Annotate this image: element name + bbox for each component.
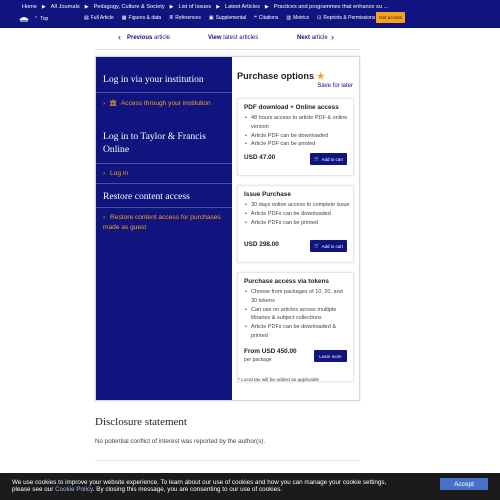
breadcrumb-all-journals[interactable]: All Journals	[50, 4, 80, 10]
breadcrumb-list-of-issues[interactable]: List of Issues	[178, 4, 212, 10]
option-features	[244, 288, 350, 341]
chevron-left-icon: ‹	[118, 32, 121, 42]
list-item: • Choose from packages of 10, 20, and 30 tokens	[244, 288, 350, 306]
tool-label: Full Article	[90, 15, 114, 21]
get-access-button[interactable]: Get access	[376, 12, 405, 23]
list-item: • Can use on articles across multiple libraries & subject collections	[244, 306, 350, 324]
chevron-up-icon: ⌃	[34, 16, 39, 22]
institution-building-icon: 🏛	[109, 100, 118, 107]
purchase-column	[232, 57, 359, 400]
option-features	[244, 201, 350, 227]
tool-citations[interactable]	[254, 15, 278, 21]
chevron-right-icon: ›	[103, 214, 106, 221]
tf-login-title: Log in to Taylor & Francis Online	[103, 131, 206, 155]
list-item: • Article PDFs can be downloaded	[244, 210, 350, 219]
login-column	[96, 57, 232, 400]
tandf-logo-icon[interactable]	[18, 13, 30, 23]
tool-label: Supplemental	[215, 15, 247, 21]
access-panel	[95, 56, 360, 401]
option-title: PDF download + Online access	[244, 104, 339, 111]
divider	[95, 49, 360, 50]
chevron-right-icon: ›	[103, 170, 106, 177]
top-navigation-bar	[0, 0, 500, 28]
button-label: Add to cart	[321, 156, 343, 162]
restore-access-label: Restore content access for purchases made as guest	[103, 214, 221, 231]
chevron-right-icon: ›	[331, 32, 334, 42]
cart-icon: 🛒	[314, 156, 320, 161]
prev-rest: article	[154, 35, 171, 41]
list-item: • Article PDF can be printed	[244, 140, 350, 149]
article-tools	[84, 13, 375, 23]
next-article-link[interactable]	[297, 35, 328, 41]
add-to-cart-button[interactable]	[310, 153, 347, 165]
tool-label: References	[175, 15, 201, 21]
document-icon: ▤	[84, 15, 89, 21]
tool-label: Figures & data	[128, 15, 162, 21]
breadcrumb-home[interactable]: Home	[22, 4, 37, 10]
option-title: Issue Purchase	[244, 191, 291, 198]
breadcrumb-separator-icon: ▶	[216, 4, 221, 10]
purchase-option-card	[237, 185, 354, 263]
tool-label: Reprints & Permissions	[323, 15, 376, 21]
figures-icon: ▦	[121, 15, 127, 21]
breadcrumb-separator-icon: ▶	[169, 4, 174, 10]
purchase-option-card	[237, 272, 354, 382]
save-for-later-link[interactable]: Save for later	[317, 83, 353, 89]
cookie-banner	[0, 473, 500, 500]
option-price: USD 298.00	[244, 241, 279, 248]
back-to-top-link[interactable]	[34, 16, 48, 22]
cookie-line-2-post: . By closing this message, you are consenting to our use of cookies.	[92, 486, 283, 494]
breadcrumb-journal[interactable]: Pedagogy, Culture & Society	[93, 4, 165, 10]
button-label: Add to cart	[321, 243, 343, 249]
accept-cookies-button[interactable]: Accept	[440, 478, 488, 490]
institution-login-title: Log in via your institution	[103, 74, 204, 85]
cookie-line-1: We use cookies to improve your website experience. To learn about our use of cookies and how you can manage your cookie settings,	[12, 479, 387, 486]
cart-icon: 🛒	[314, 243, 320, 248]
view-latest-articles-link[interactable]	[208, 35, 258, 41]
star-icon[interactable]: ★	[316, 71, 325, 81]
references-icon: ≣	[169, 15, 174, 21]
list-item: • Article PDFs can be printed	[244, 219, 350, 228]
login-label: Log in	[110, 170, 129, 177]
cookie-line-2-pre: please see our	[12, 486, 56, 494]
next-bold: Next	[297, 35, 311, 41]
cookie-message	[12, 479, 442, 494]
divider	[96, 92, 232, 93]
list-item: • Article PDF can be downloaded	[244, 132, 350, 141]
option-features	[244, 114, 350, 149]
purchase-options-title	[237, 71, 325, 82]
tool-supplemental[interactable]	[209, 15, 246, 21]
institution-access-link[interactable]	[103, 99, 227, 109]
breadcrumb-separator-icon: ▶	[41, 4, 46, 10]
institution-access-label: Access through your institution	[120, 100, 211, 107]
list-item: • 48 hours access to article PDF & online version	[244, 114, 350, 132]
tool-full-article[interactable]	[84, 15, 114, 21]
learn-more-button[interactable]: Learn more	[314, 350, 347, 362]
tool-metrics[interactable]	[286, 15, 309, 21]
quote-icon: ❝	[254, 15, 257, 21]
tool-label: Metrics	[293, 15, 310, 21]
article-navigation	[95, 33, 360, 45]
tool-figures-data[interactable]	[122, 15, 161, 21]
supplemental-icon: ▣	[208, 15, 214, 21]
list-item: • 30 days online access to complete issue	[244, 201, 350, 210]
purchase-options-label: Purchase options	[237, 71, 315, 81]
divider	[95, 460, 360, 461]
divider	[96, 183, 232, 184]
previous-article-link[interactable]	[127, 35, 170, 41]
tool-label: Citations	[258, 15, 279, 21]
list-item: • Article PDFs can be downloaded & printed	[244, 323, 350, 341]
breadcrumb-current-article[interactable]: Practices and programmes that enhance su ...	[273, 4, 389, 10]
breadcrumb-separator-icon: ▶	[84, 4, 89, 10]
divider	[96, 163, 232, 164]
disclosure-title: Disclosure statement	[95, 416, 187, 428]
login-link[interactable]	[103, 169, 227, 179]
restore-access-link[interactable]	[103, 213, 227, 233]
prev-bold: Previous	[127, 35, 153, 41]
option-price-sub: per package	[244, 357, 272, 363]
purchase-option-card	[237, 98, 354, 176]
breadcrumb-latest-articles[interactable]: Latest Articles	[225, 4, 260, 10]
tool-reprints[interactable]	[317, 15, 375, 21]
disclosure-text: No potential conflict of interest was reported by the author(s).	[95, 438, 266, 445]
breadcrumb	[22, 2, 492, 12]
cookie-policy-link[interactable]: Cookie Policy	[55, 486, 93, 494]
divider	[96, 207, 232, 208]
chevron-right-icon: ›	[103, 100, 106, 107]
view-bold: View	[208, 35, 222, 41]
top-label: Top	[40, 16, 49, 22]
breadcrumb-separator-icon: ▶	[264, 4, 269, 10]
metrics-icon: ▥	[286, 15, 292, 21]
next-rest: article	[311, 35, 328, 41]
restore-access-title: Restore content access	[103, 191, 190, 202]
option-price: USD 47.00	[244, 154, 276, 161]
tax-note: * Local tax will be added as applicable	[238, 378, 320, 383]
option-price: From USD 450.00	[244, 348, 297, 355]
option-title: Purchase access via tokens	[244, 278, 329, 285]
view-rest: latest articles	[223, 35, 259, 41]
lock-icon: ⊡	[317, 15, 322, 21]
tool-references[interactable]	[169, 15, 201, 21]
add-to-cart-button[interactable]	[310, 240, 347, 252]
